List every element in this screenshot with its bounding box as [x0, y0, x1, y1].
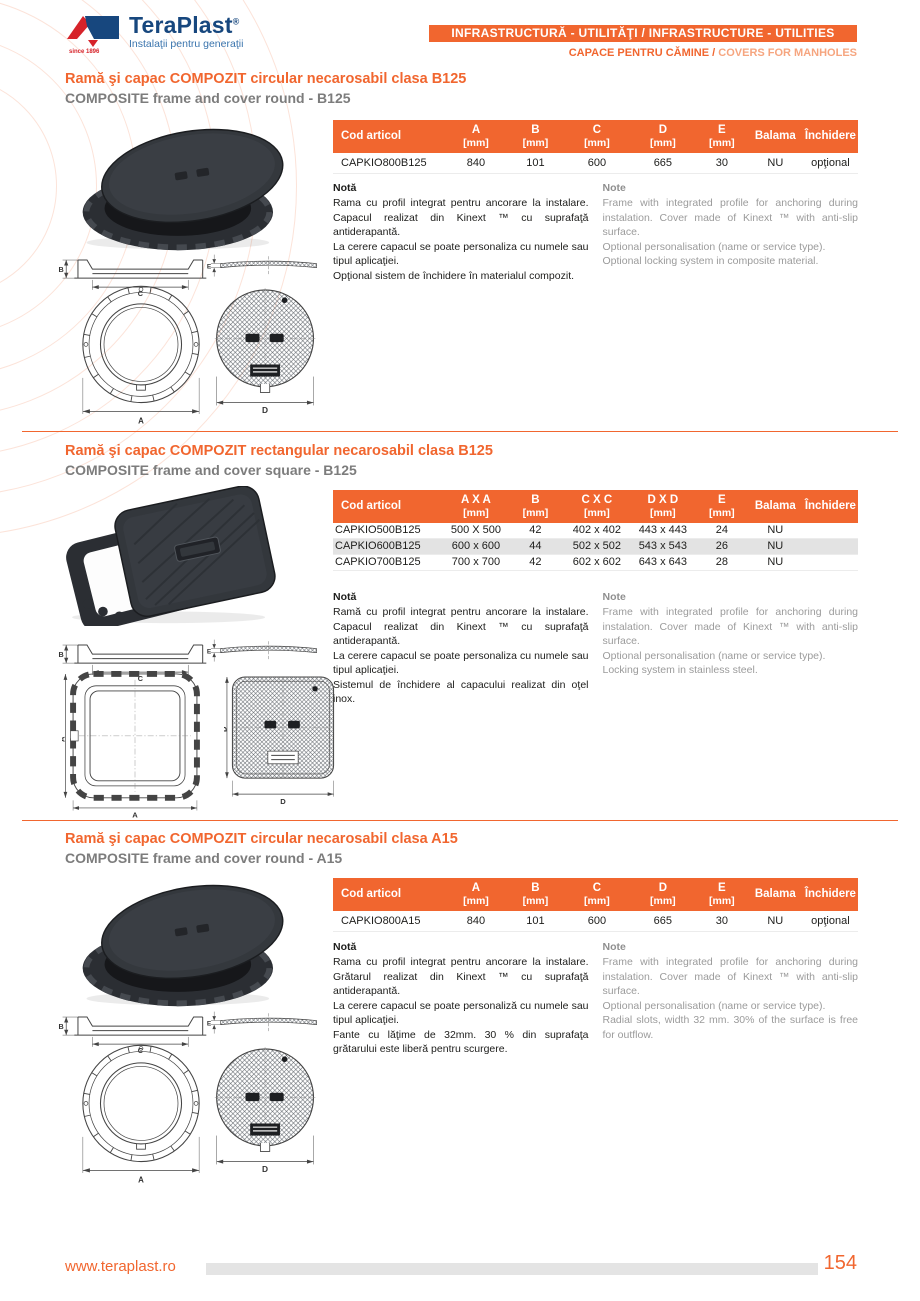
- note-en-1: [603, 181, 859, 283]
- cell: 502 x 502: [564, 539, 630, 555]
- section1-title-ro: Ramă şi capac COMPOZIT circular necarosabil clasa B125: [65, 71, 467, 87]
- note-line: Optional personalisation (name or service type).: [602, 999, 826, 1012]
- col-header: B [mm]: [507, 878, 564, 911]
- cell: 44: [507, 539, 564, 555]
- col-header: A [mm]: [445, 878, 507, 911]
- note-line: La cerere capacul se poate personaliză cu numele sau tipul aplicaţiei.: [333, 999, 589, 1027]
- cell: 402 x 402: [564, 523, 630, 539]
- footer-bar: [206, 1263, 818, 1275]
- note-title: Note: [602, 182, 626, 194]
- col-header: Balama: [748, 878, 803, 911]
- cell-code: CAPKIO700B125: [333, 555, 445, 571]
- note-line: Capacul realizat din Kinext ™ cu suprafaţă antiderapantă.: [333, 620, 589, 648]
- note-line: Frame with integrated profile for anchoring during instalation. Cover made of Kinext ™ with anti-slip surface.: [602, 606, 858, 648]
- cover-plan-drawing-2: [224, 670, 342, 807]
- note-title: Notă: [333, 182, 357, 194]
- cover-cross-section-drawing-3: [206, 1010, 328, 1036]
- notes-2: [333, 590, 858, 707]
- col-header: Balama: [748, 120, 803, 153]
- note-line: Locking system in stainless steel.: [602, 664, 758, 677]
- brand-name: TeraPlast®: [129, 12, 240, 38]
- subcategory-ro: CAPACE PENTRU CĂMINE /: [568, 47, 716, 59]
- col-header: C X C [mm]: [564, 490, 630, 523]
- category-banner: INFRASTRUCTURĂ - UTILITĂŢI / INFRASTRUCTURE - UTILITIES: [429, 25, 857, 42]
- note-line: La cerere capacul se poate personaliza cu numele sau tipul aplicaţiei.: [333, 649, 589, 677]
- col-header: E [mm]: [696, 878, 748, 911]
- cell-code: CAPKIO800B125: [333, 153, 445, 174]
- product-photo-round-1: [66, 116, 303, 254]
- cover-cross-section-drawing-1: [206, 253, 328, 279]
- col-header: Cod articol: [333, 878, 445, 911]
- cell: NU: [748, 911, 803, 932]
- notes-1: [333, 181, 858, 283]
- section3-title-ro: Ramă şi capac COMPOZIT circular necarosabil clasa A15: [65, 831, 458, 847]
- cell: 602 x 602: [564, 555, 630, 571]
- col-header: C [mm]: [564, 878, 630, 911]
- cell-code: CAPKIO500B125: [333, 523, 445, 539]
- cell: 500 X 500: [445, 523, 507, 539]
- website-link[interactable]: www.teraplast.ro: [65, 1258, 176, 1275]
- col-header: C [mm]: [564, 120, 630, 153]
- page-number: 154: [823, 1252, 857, 1274]
- cell: [803, 523, 858, 539]
- cell: 840: [445, 911, 507, 932]
- section2-title-ro: Ramă şi capac COMPOZIT rectangular necarosabil clasa B125: [65, 443, 493, 459]
- note-line: Rama cu profil integrat pentru ancorare la instalare.: [333, 197, 589, 210]
- notes-3: [333, 940, 858, 1057]
- registered-mark: ®: [232, 16, 240, 27]
- cell: 24: [696, 523, 748, 539]
- section3-title-en: COMPOSITE frame and cover round - A15: [65, 850, 343, 866]
- note-title: Note: [602, 941, 626, 953]
- cell: NU: [748, 523, 803, 539]
- cover-plan-drawing-1: [212, 287, 320, 414]
- col-header: D [mm]: [630, 120, 696, 153]
- note-title: Notă: [333, 591, 357, 603]
- frame-plan-drawing-3: [66, 1040, 216, 1188]
- spec-table-3: [333, 878, 858, 932]
- cell: 665: [630, 153, 696, 174]
- cell: 643 x 643: [630, 555, 696, 571]
- section-divider-1: [22, 431, 898, 432]
- note-line: Frame with integrated profile for anchoring during instalation. Cover made of Kinext ™ with anti-slip surface.: [602, 956, 858, 998]
- cell: 840: [445, 153, 507, 174]
- subcategory-en: COVERS FOR MANHOLES: [718, 47, 857, 59]
- cell: 42: [507, 523, 564, 539]
- col-header: E [mm]: [696, 490, 748, 523]
- section2-title-en: COMPOSITE frame and cover square - B125: [65, 462, 357, 478]
- spec-table-2: [333, 490, 858, 571]
- note-en-2: [603, 590, 859, 707]
- note-ro-2: [333, 590, 589, 707]
- note-line: Ramă cu profil integrat pentru ancorare la instalare.: [333, 606, 589, 619]
- note-line: Optional locking system in composite material.: [602, 255, 819, 268]
- note-line: Opţional sistem de închidere în materialul compozit.: [333, 269, 575, 282]
- table-row: [333, 539, 858, 555]
- col-header: D [mm]: [630, 878, 696, 911]
- cell: 101: [507, 911, 564, 932]
- table1-header-row: [333, 120, 858, 153]
- cell: NU: [748, 555, 803, 571]
- table2-header-row: [333, 490, 858, 523]
- cell: NU: [748, 153, 803, 174]
- cell: 700 x 700: [445, 555, 507, 571]
- cell-code: CAPKIO800A15: [333, 911, 445, 932]
- note-en-3: [603, 940, 859, 1057]
- cell: 600: [564, 911, 630, 932]
- cover-cross-section-drawing-2: [206, 638, 328, 664]
- spec-table-1: [333, 120, 858, 174]
- subcategory-line: [569, 47, 857, 59]
- cover-plan-drawing-3: [212, 1046, 320, 1173]
- col-header: Închidere: [803, 120, 858, 153]
- cell-code: CAPKIO600B125: [333, 539, 445, 555]
- col-header: E [mm]: [696, 120, 748, 153]
- note-line: Optional personalisation (name or service type).: [602, 240, 826, 253]
- note-line: Grătarul realizat din Kinext ™ cu suprafaţă antiderapantă.: [333, 970, 589, 998]
- cell: 443 x 443: [630, 523, 696, 539]
- frame-plan-drawing-1: [66, 281, 216, 429]
- cell: NU: [748, 539, 803, 555]
- col-header: B [mm]: [507, 490, 564, 523]
- note-line: Sistemul de închidere al capacului realizat din oţel inox.: [333, 678, 589, 706]
- teraplast-logo-icon: [66, 13, 120, 54]
- cell: 42: [507, 555, 564, 571]
- cell: 26: [696, 539, 748, 555]
- col-header: Cod articol: [333, 490, 445, 523]
- col-header: Închidere: [803, 490, 858, 523]
- teraplast-logo: [66, 13, 243, 54]
- col-header: D X D [mm]: [630, 490, 696, 523]
- cell: opţional: [803, 911, 858, 932]
- section-divider-2: [22, 820, 898, 821]
- col-header: B [mm]: [507, 120, 564, 153]
- cell: [803, 539, 858, 555]
- note-line: Fante cu lăţime de 32mm. 30 % din suprafaţa grătarului este liberă pentru scurgere.: [333, 1028, 589, 1056]
- cell: 543 x 543: [630, 539, 696, 555]
- note-ro-1: [333, 181, 589, 283]
- table-row: [333, 153, 858, 174]
- cell: [803, 555, 858, 571]
- col-header: Cod articol: [333, 120, 445, 153]
- note-line: La cerere capacul se poate personaliza cu numele sau tipul aplicaţiei.: [333, 240, 589, 268]
- product-photo-square: [60, 486, 282, 626]
- note-line: Capacul realizat din Kinext ™ cu suprafaţă antiderapantă.: [333, 211, 589, 239]
- note-line: Rama cu profil integrat pentru ancorare la instalare.: [333, 956, 589, 969]
- cell: opţional: [803, 153, 858, 174]
- cell: 28: [696, 555, 748, 571]
- table-row: [333, 911, 858, 932]
- col-header: A X A [mm]: [445, 490, 507, 523]
- cell: 665: [630, 911, 696, 932]
- note-title: Notă: [333, 941, 357, 953]
- cell: 600: [564, 153, 630, 174]
- frame-plan-drawing-2: [62, 668, 208, 819]
- note-line: Frame with integrated profile for anchoring during instalation. Cover made of Kinext ™ with anti-slip surface.: [602, 197, 858, 239]
- table-row: [333, 523, 858, 539]
- brand-tagline: Instalaţii pentru generaţii: [129, 38, 244, 51]
- col-header: Balama: [748, 490, 803, 523]
- cell: 30: [696, 911, 748, 932]
- note-line: Optional personalisation (name or service type).: [602, 649, 826, 662]
- note-ro-3: [333, 940, 589, 1057]
- table-row: [333, 555, 858, 571]
- note-line: Radial slots, width 32 mm. 30% of the surface is free for outflow.: [602, 1014, 858, 1041]
- col-header: Închidere: [803, 878, 858, 911]
- cell: 101: [507, 153, 564, 174]
- note-title: Note: [602, 591, 626, 603]
- col-header: A [mm]: [445, 120, 507, 153]
- product-photo-round-3: [66, 872, 303, 1010]
- cell: 30: [696, 153, 748, 174]
- logo-since-label: since 1896: [69, 49, 100, 54]
- table3-header-row: [333, 878, 858, 911]
- section1-title-en: COMPOSITE frame and cover round - B125: [65, 90, 351, 106]
- cell: 600 x 600: [445, 539, 507, 555]
